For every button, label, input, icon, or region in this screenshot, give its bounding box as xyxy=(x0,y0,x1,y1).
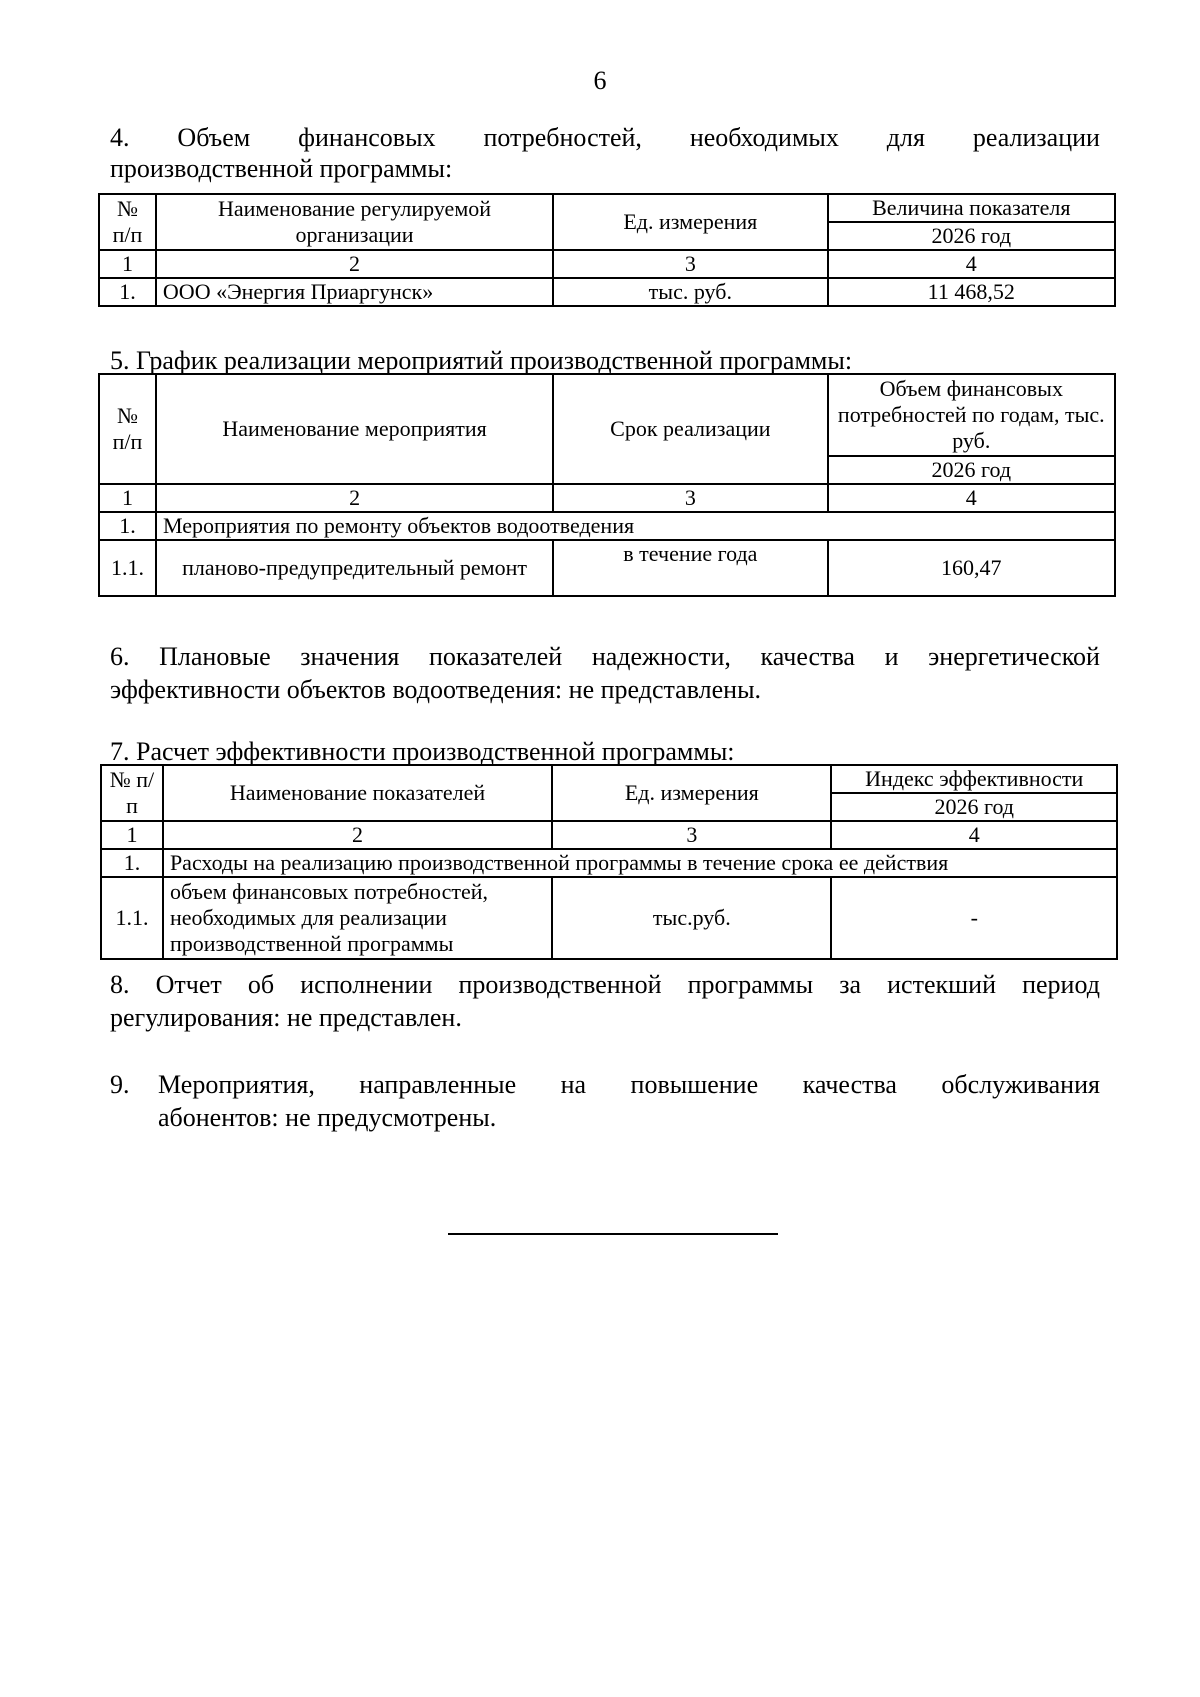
row-value: 160,47 xyxy=(828,540,1115,596)
row-organization: ООО «Энергия Приаргунск» xyxy=(156,278,553,306)
column-number: 2 xyxy=(156,484,553,512)
header-year: 2026 год xyxy=(828,222,1115,250)
section-4-heading-line1: 4. Объем финансовых потребностей, необходимых для реализации xyxy=(110,123,1100,152)
section-6-line1: 6. Плановые значения показателей надежности, качества и энергетической xyxy=(110,642,1100,671)
column-number: 4 xyxy=(828,484,1115,512)
section-8-line1: 8. Отчет об исполнении производственной программы за истекший период xyxy=(110,970,1100,999)
header-measure: Наименование мероприятия xyxy=(156,374,553,484)
row-num: 1.1. xyxy=(99,540,156,596)
row-term: в течение года xyxy=(553,540,827,596)
header-value: Величина показателя xyxy=(828,194,1115,222)
header-num: № п/п xyxy=(99,194,156,250)
column-number: 1 xyxy=(99,484,156,512)
column-number: 3 xyxy=(553,250,827,278)
section-7-table xyxy=(100,764,1118,960)
row-measure: планово-предупредительный ремонт xyxy=(156,540,553,596)
row-indicator: объем финансовых потребностей, необходимых для реализации производственной программы xyxy=(163,877,552,959)
header-term: Срок реализации xyxy=(553,374,827,484)
header-unit: Ед. измерения xyxy=(552,765,831,821)
table-row xyxy=(99,540,1115,596)
section-9-line2: абонентов: не предусмотрены. xyxy=(158,1103,497,1132)
group-name: Мероприятия по ремонту объектов водоотведения xyxy=(156,512,1115,540)
header-unit: Ед. измерения xyxy=(553,194,827,250)
column-number: 3 xyxy=(553,484,827,512)
section-4-heading xyxy=(110,122,1100,184)
end-divider xyxy=(448,1233,778,1235)
column-number: 4 xyxy=(831,821,1117,849)
column-number: 1 xyxy=(99,250,156,278)
table-group-row xyxy=(101,849,1117,877)
section-4-table xyxy=(98,193,1116,307)
column-number: 2 xyxy=(156,250,553,278)
group-name: Расходы на реализацию производственной программы в течение срока ее действия xyxy=(163,849,1117,877)
section-5-table xyxy=(98,373,1116,597)
header-volume: Объем финансовых потребностей по годам, тыс. руб. xyxy=(828,374,1115,456)
section-6-line2: эффективности объектов водоотведения: не представлены. xyxy=(110,675,762,704)
row-value: - xyxy=(831,877,1117,959)
row-num: 1.1. xyxy=(101,877,163,959)
section-5-heading: 5. График реализации мероприятий производственной программы: xyxy=(110,346,853,375)
section-9-line1: Мероприятия, направленные на повышение качества обслуживания xyxy=(158,1070,1100,1099)
table-group-row xyxy=(99,512,1115,540)
header-organization: Наименование регулируемой организации xyxy=(156,194,553,250)
row-unit: тыс. руб. xyxy=(553,278,827,306)
header-year: 2026 год xyxy=(831,793,1117,821)
group-num: 1. xyxy=(101,849,163,877)
section-7-heading: 7. Расчет эффективности производственной программы: xyxy=(110,737,735,766)
group-num: 1. xyxy=(99,512,156,540)
row-value: 11 468,52 xyxy=(828,278,1115,306)
column-number: 4 xyxy=(828,250,1115,278)
column-number: 1 xyxy=(101,821,163,849)
section-6-text xyxy=(110,640,1100,706)
column-number: 3 xyxy=(552,821,831,849)
section-4-heading-line2: производственной программы: xyxy=(110,154,453,183)
header-num: № п/п xyxy=(99,374,156,484)
table-row xyxy=(101,877,1117,959)
header-index: Индекс эффективности xyxy=(831,765,1117,793)
section-8-text xyxy=(110,968,1100,1034)
row-num: 1. xyxy=(99,278,156,306)
row-unit: тыс.руб. xyxy=(552,877,831,959)
column-number: 2 xyxy=(163,821,552,849)
header-num: № п/п xyxy=(101,765,163,821)
page-number: 6 xyxy=(593,66,607,95)
header-indicator: Наименование показателей xyxy=(163,765,552,821)
header-year: 2026 год xyxy=(828,456,1115,484)
table-row xyxy=(99,278,1115,306)
section-9-body xyxy=(158,1068,1100,1134)
section-8-line2: регулирования: не представлен. xyxy=(110,1003,462,1032)
section-9-number: 9. xyxy=(110,1070,130,1099)
